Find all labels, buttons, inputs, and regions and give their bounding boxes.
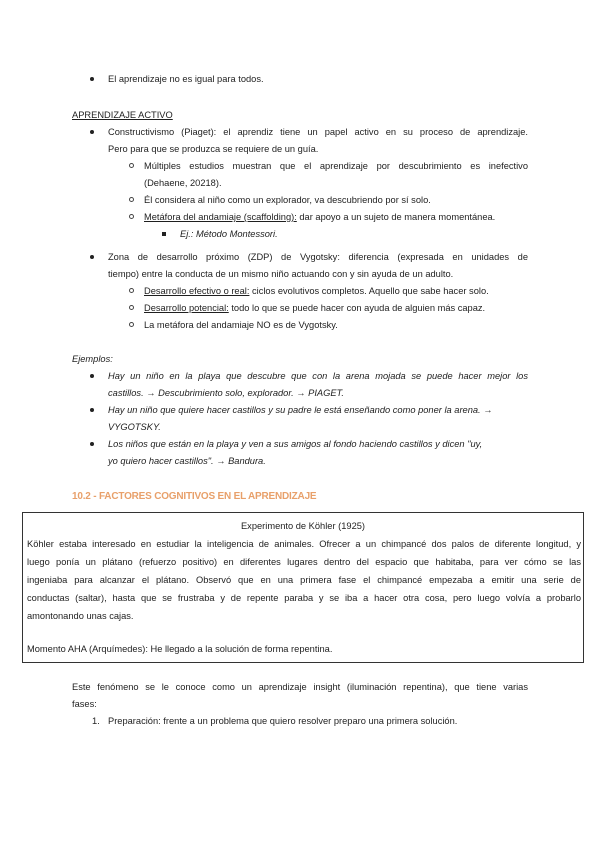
bullet-dot	[90, 77, 94, 81]
bullet-ring	[129, 322, 134, 327]
example-3-line-2: yo quiero hacer castillos". → Bandura.	[108, 456, 266, 466]
kohler-paragraph-line-3: ingeniaba para alcanzar el plátano. Observó que en una primera fase el chimpancé empezaba a emitir una serie de	[27, 575, 581, 585]
kohler-paragraph-line-2: luego ponía un plátano (refuerzo positivo) en diferentes lugares dentro del espacio que habitaba, para ver cómo se las	[27, 557, 581, 567]
bullet-square	[162, 232, 166, 236]
kohler-paragraph-line-4: conductas (saltar), hasta que se frustraba y de repente paraba y se iba a hacer otra cosa, pero luego volvía a probarlo	[27, 593, 581, 603]
kohler-experiment-box	[22, 512, 584, 663]
example-2-line-1: Hay un niño que quiere hacer castillos y su padre le está enseñando como poner la arena. →	[108, 405, 493, 415]
cognitive-factors-heading: 10.2 - FACTORES COGNITIVOS EN EL APRENDIZAJE	[72, 491, 317, 502]
kohler-paragraph-line-5: amontonando unas cajas.	[27, 611, 134, 621]
zdp-line-1: Zona de desarrollo próximo (ZDP) de Vygotsky: diferencia (expresada en unidades de	[108, 252, 528, 262]
effective-development-term: Desarrollo efectivo o real:	[144, 286, 250, 296]
montessori-example: Ej.: Método Montessori.	[180, 229, 278, 239]
bullet-dot	[90, 130, 94, 134]
effective-development-line	[144, 285, 489, 297]
kohler-paragraph-line-1: Köhler estaba interesado en estudiar la inteligencia de animales. Ofrecer a un chimpancé dos palos de diferente longitud, y	[27, 539, 581, 549]
insight-line-1: Este fenómeno se le conoce como un aprendizaje insight (iluminación repentina), que tiene varias	[72, 682, 528, 692]
bullet-dot	[90, 408, 94, 412]
section-title-active-learning: APRENDIZAJE ACTIVO	[72, 110, 173, 120]
bullet-dot	[90, 374, 94, 378]
example-1-line-1: Hay un niño en la playa que descubre que con la arena mojada se puede hacer mejor los	[108, 371, 528, 381]
scaffolding-line	[144, 211, 495, 223]
example-1-line-2: castillos. → Descubrimiento solo, explorador. → PIAGET.	[108, 388, 344, 398]
zdp-line-2: tiempo) entre la conducta de un mismo niño actuando con y sin ayuda de un adulto.	[108, 269, 454, 279]
aha-moment-text: Momento AHA (Arquímedes): He llegado a la solución de forma repentina.	[27, 644, 333, 654]
step-1-number: 1.	[92, 716, 100, 726]
scaffolding-not-vygotsky: La metáfora del andamiaje NO es de Vygotsky.	[144, 320, 338, 330]
bullet-ring	[129, 163, 134, 168]
potential-development-definition: todo lo que se puede hacer con ayuda de alguien más capaz.	[228, 303, 486, 313]
explorer-text: Él considera al niño como un explorador, va descubriendo por sí solo.	[144, 195, 431, 205]
effective-development-definition: ciclos evolutivos completos. Aquello que sabe hacer solo.	[249, 286, 489, 296]
constructivism-line-2: Pero para que se produzca se requiere de un guía.	[108, 144, 319, 154]
potential-development-term: Desarrollo potencial:	[144, 303, 229, 313]
example-3-line-1: Los niños que están en la playa y ven a sus amigos al fondo haciendo castillos y dicen "uy,	[108, 439, 483, 449]
bullet-ring	[129, 197, 134, 202]
intro-bullet-text: El aprendizaje no es igual para todos.	[108, 74, 264, 84]
bullet-dot	[90, 442, 94, 446]
discovery-studies-line-2: (Dehaene, 20218).	[144, 178, 222, 188]
insight-line-2: fases:	[72, 699, 97, 709]
discovery-studies-line-1: Múltiples estudios muestran que el aprendizaje por descubrimiento es inefectivo	[144, 161, 528, 171]
potential-development-line	[144, 302, 485, 314]
scaffolding-term: Metáfora del andamiaje (scaffolding):	[144, 212, 297, 222]
step-1-preparation: Preparación: frente a un problema que quiero resolver preparo una primera solución.	[108, 716, 458, 726]
example-2-line-2: VYGOTSKY.	[108, 422, 161, 432]
scaffolding-definition: dar apoyo a un sujeto de manera momentánea.	[296, 212, 496, 222]
bullet-ring	[129, 305, 134, 310]
bullet-ring	[129, 288, 134, 293]
kohler-box-title: Experimento de Köhler (1925)	[240, 521, 366, 531]
constructivism-line-1: Constructivismo (Piaget): el aprendiz tiene un papel activo en su proceso de aprendizaje.	[108, 127, 528, 137]
bullet-ring	[129, 214, 134, 219]
bullet-dot	[90, 255, 94, 259]
examples-title: Ejemplos:	[72, 354, 113, 364]
